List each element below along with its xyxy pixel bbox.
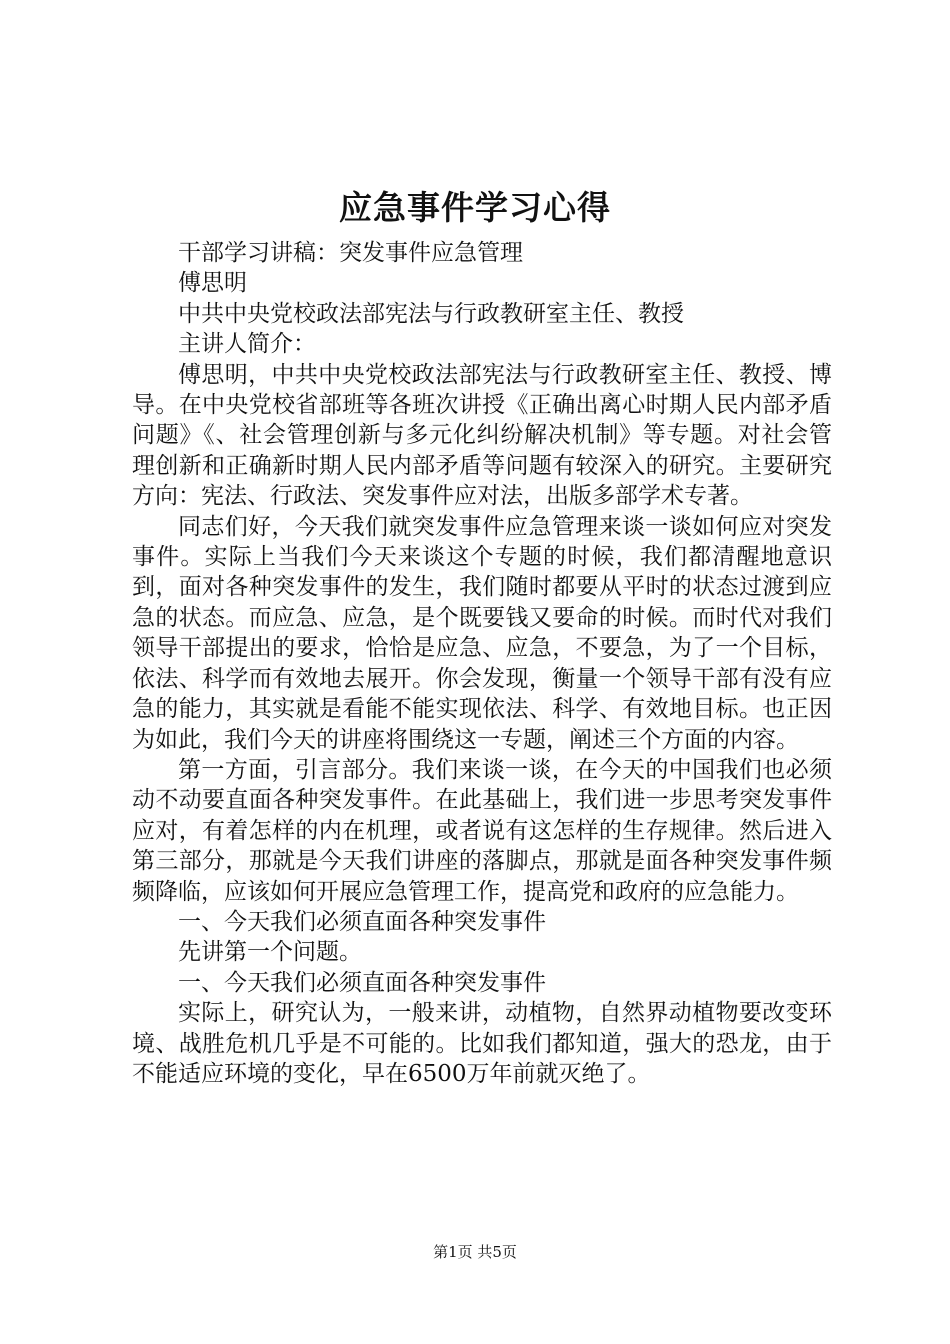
paragraph-speaker-bio: 傅思明，中共中央党校政法部宪法与行政教研室主任、教授、博导。在中央党校省部班等各班次讲授《正确出离心时期人民内部矛盾问题》《、社会管理创新与多元化纠纷解决机制》等专题。对社会管理创新和正确新时期人民内部矛盾等问题有较深入的研究。主要研究方向：宪法、行政法、突发事件应对法，出版多部学术专著。 bbox=[132, 361, 832, 510]
document-body bbox=[132, 238, 832, 1089]
paragraph-first-question: 先讲第一个问题。 bbox=[178, 939, 362, 966]
paragraph-author: 傅思明 bbox=[178, 270, 247, 297]
document-title: 应急事件学习心得 bbox=[339, 188, 611, 227]
paragraph-heading: 干部学习讲稿：突发事件应急管理 bbox=[178, 240, 523, 266]
paragraph-research: 实际上，研究认为，一般来讲，动植物，自然界动植物要改变环境、战胜危机几乎是不可能的。比如我们都知道，强大的恐龙，由于不能适应环境的变化，早在6500万年前就灭绝了。 bbox=[132, 1000, 832, 1087]
paragraph-intro-label: 主讲人简介： bbox=[178, 331, 316, 358]
section-heading-repeat: 一、今天我们必须直面各种突发事件 bbox=[178, 969, 546, 996]
paragraph-first-aspect: 第一方面，引言部分。我们来谈一谈，在今天的中国我们也必须动不动要直面各种突发事件。在此基础上，我们进一步思考突发事件应对，有着怎样的内在机理，或者说有这怎样的生存规律。然后进入第三部分，那就是今天我们讲座的落脚点，那就是面各种突发事件频频降临，应该如何开展应急管理工作，提高党和政府的应急能力。 bbox=[132, 756, 832, 905]
section-heading: 一、今天我们必须直面各种突发事件 bbox=[178, 908, 546, 935]
page-number-footer: 第1页 共5页 bbox=[433, 1243, 517, 1261]
paragraph-affiliation: 中共中央党校政法部宪法与行政教研室主任、教授 bbox=[178, 300, 684, 327]
paragraph-greeting: 同志们好，今天我们就突发事件应急管理来谈一谈如何应对突发事件。实际上当我们今天来谈这个专题的时候，我们都清醒地意识到，面对各种突发事件的发生，我们随时都要从平时的状态过渡到应急的状态。而应急、应急，是个既要钱又要命的时候。而时代对我们领导干部提出的要求，恰恰是应急、应急，不要急，为了一个目标，依法、科学而有效地去展开。你会发现，衡量一个领导干部有没有应急的能力，其实就是看能不能实现依法、科学、有效地目标。也正因为如此，我们今天的讲座将围绕这一专题，阐述三个方面的内容。 bbox=[132, 513, 832, 753]
